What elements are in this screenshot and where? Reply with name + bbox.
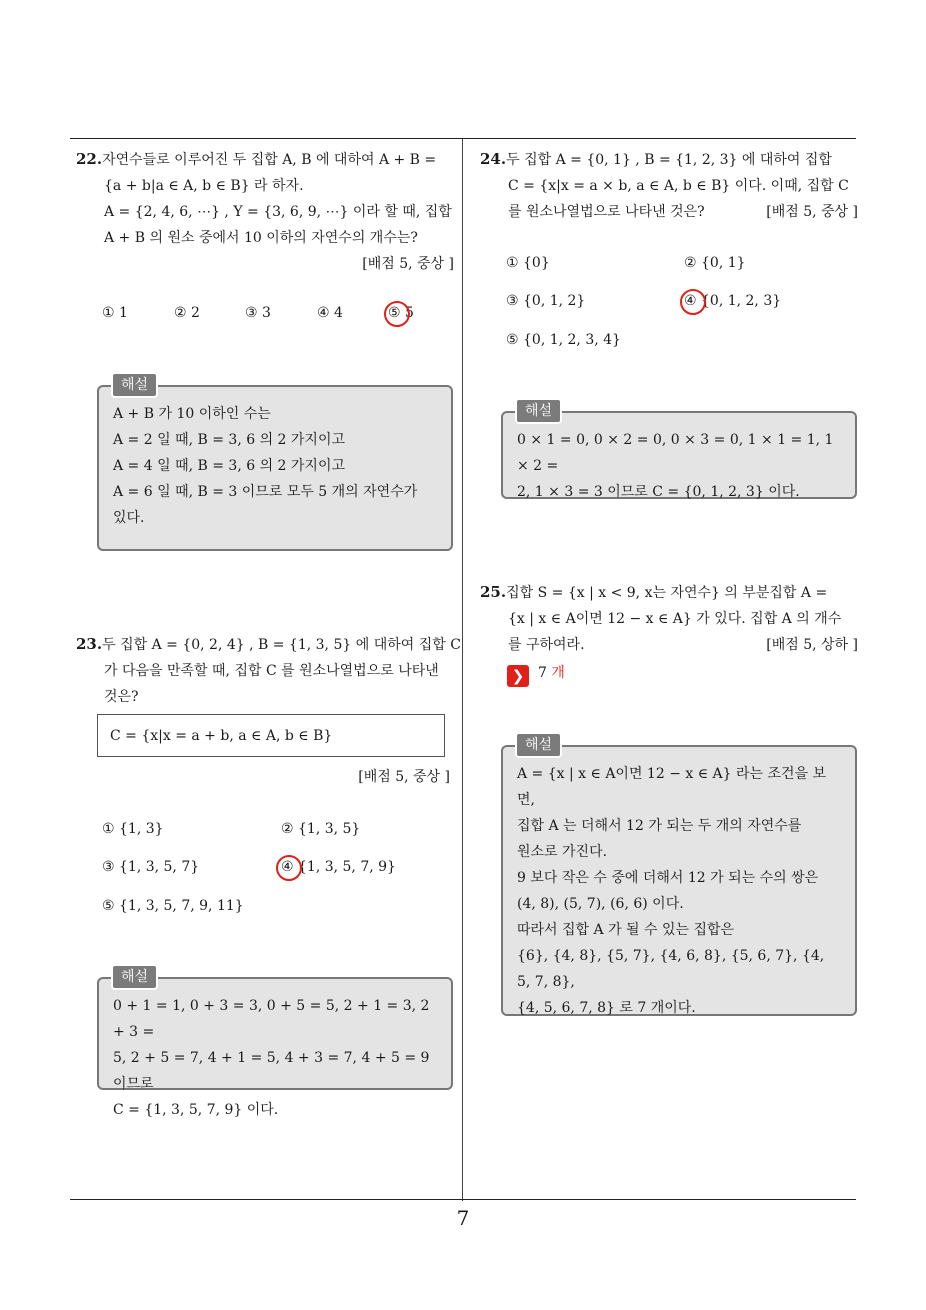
solution-line: 9 보다 작은 수 중에 더해서 12 가 되는 수의 쌍은 bbox=[517, 870, 819, 886]
solution-line: 면, bbox=[517, 792, 535, 808]
q22-choice-4[interactable]: ④ 4 bbox=[317, 305, 343, 321]
solution-line: A + B 가 10 이하인 수는 bbox=[113, 406, 271, 422]
q25-solution-box bbox=[501, 737, 857, 1016]
column-divider bbox=[462, 139, 463, 1201]
q23-solution-tag: 해설 bbox=[111, 964, 158, 990]
answer-arrow-icon: ❯ bbox=[507, 665, 529, 687]
question-24-line-1 bbox=[480, 146, 858, 173]
q23-choice-1[interactable]: ① {1, 3} bbox=[102, 821, 164, 837]
q22-solution-box bbox=[97, 377, 453, 551]
question-22-score: [배점 5, 중상 ] bbox=[362, 256, 454, 272]
q24-choice-2[interactable]: ② {0, 1} bbox=[684, 255, 746, 271]
solution-line: A = {x | x ∈ A이면 12 − x ∈ A} 라는 조건을 보 bbox=[517, 766, 827, 782]
q25-answer-unit: 개 bbox=[551, 665, 565, 681]
solution-line: C = {1, 3, 5, 7, 9} 이다. bbox=[113, 1102, 279, 1118]
q24-solution-tag: 해설 bbox=[515, 398, 562, 424]
question-25 bbox=[480, 579, 858, 658]
question-23-line-2: 가 다음을 만족할 때, 집합 C 를 원소나열법으로 나타낸 bbox=[104, 663, 439, 679]
question-23-line-3: 것은? bbox=[104, 689, 139, 705]
question-22-line-2: {a + b|a ∈ A, b ∈ B} 라 하자. bbox=[104, 178, 304, 194]
question-25-line-3 bbox=[480, 632, 858, 658]
q23-solution-box bbox=[97, 969, 453, 1118]
question-24-number: 24. bbox=[480, 150, 507, 168]
question-22-line-3: A = {2, 4, 6, ⋯} , Y = {3, 6, 9, ⋯} 이라 할 때, 집합 bbox=[104, 204, 452, 220]
solution-line: 5, 2 + 5 = 7, 4 + 1 = 5, 4 + 3 = 7, 4 + 5 = 9 이므로 bbox=[113, 1050, 430, 1092]
solution-line: 0 + 1 = 1, 0 + 3 = 3, 0 + 5 = 5, 2 + 1 = 3, 2 + 3 = bbox=[113, 998, 430, 1040]
question-23-line-1 bbox=[76, 631, 461, 658]
question-23-score: [배점 5, 중상 ] bbox=[358, 769, 450, 785]
solution-line: 집합 A 는 더해서 12 가 되는 두 개의 자연수를 bbox=[517, 818, 802, 834]
question-22-line-4: A + B 의 원소 중에서 10 이하의 자연수의 개수는? bbox=[104, 230, 418, 246]
question-24-line-3 bbox=[480, 199, 858, 225]
question-22-number: 22. bbox=[76, 150, 103, 168]
question-24-line-3-text: 를 원소나열법으로 나타낸 것은? bbox=[508, 204, 705, 220]
solution-line: {6}, {4, 8}, {5, 7}, {4, 6, 8}, {5, 6, 7}, {4, 5, 7, 8}, bbox=[517, 948, 825, 990]
question-23-text: 두 집합 A = {0, 2, 4} , B = {1, 3, 5} 에 대하여 집합 C bbox=[102, 637, 461, 653]
q23-choice-5[interactable]: ⑤ {1, 3, 5, 7, 9, 11} bbox=[102, 898, 244, 914]
question-23-number: 23. bbox=[76, 635, 103, 653]
q22-choice-2[interactable]: ② 2 bbox=[174, 305, 200, 321]
question-25-line-1 bbox=[480, 579, 858, 606]
solution-line: {4, 5, 6, 7, 8} 로 7 개이다. bbox=[517, 1000, 696, 1016]
solution-line: (4, 8), (5, 7), (6, 6) 이다. bbox=[517, 896, 684, 912]
q25-solution-tag: 해설 bbox=[515, 732, 562, 758]
q24-answer-mark-icon bbox=[680, 289, 706, 315]
top-rule bbox=[70, 138, 856, 139]
question-22-line-1 bbox=[76, 146, 454, 173]
question-25-number: 25. bbox=[480, 583, 507, 601]
q22-choice-3[interactable]: ③ 3 bbox=[245, 305, 271, 321]
solution-line: A = 2 일 때, B = 3, 6 의 2 가지이고 bbox=[113, 432, 346, 448]
q22-answer-mark-icon bbox=[384, 301, 410, 327]
q24-choice-3[interactable]: ③ {0, 1, 2} bbox=[506, 293, 586, 309]
solution-line: 0 × 1 = 0, 0 × 2 = 0, 0 × 3 = 0, 1 × 1 = 1, 1 × 2 = bbox=[517, 432, 834, 474]
solution-line: 2, 1 × 3 = 3 이므로 C = {0, 1, 2, 3} 이다. bbox=[517, 484, 800, 500]
question-22 bbox=[76, 146, 454, 277]
question-24-text: 두 집합 A = {0, 1} , B = {1, 2, 3} 에 대하여 집합 bbox=[506, 152, 832, 168]
solution-line: A = 4 일 때, B = 3, 6 의 2 가지이고 bbox=[113, 458, 346, 474]
q25-answer bbox=[538, 660, 565, 686]
q25-answer-number: 7 bbox=[538, 665, 547, 681]
question-25-text: 집합 S = {x | x < 9, x는 자연수} 의 부분집합 A = bbox=[506, 585, 828, 601]
q23-choice-4[interactable]: ④ {1, 3, 5, 7, 9} bbox=[281, 859, 396, 875]
q23-choice-2[interactable]: ② {1, 3, 5} bbox=[281, 821, 361, 837]
q22-choice-1[interactable]: ① 1 bbox=[102, 305, 128, 321]
q24-choice-1[interactable]: ① {0} bbox=[506, 255, 550, 271]
solution-line: 따라서 집합 A 가 될 수 있는 집합은 bbox=[517, 922, 735, 938]
q23-condition-box: C = {x|x = a + b, a ∈ A, b ∈ B} bbox=[97, 714, 445, 757]
question-23 bbox=[76, 631, 461, 710]
q23-choice-3[interactable]: ③ {1, 3, 5, 7} bbox=[102, 859, 200, 875]
bottom-rule bbox=[70, 1199, 856, 1200]
question-25-score: [배점 5, 상하 ] bbox=[766, 637, 858, 653]
question-24-line-2: C = {x|x = a × b, a ∈ A, b ∈ B} 이다. 이때, 집합 C bbox=[508, 178, 849, 194]
q23-answer-mark-icon bbox=[276, 855, 302, 881]
q22-choice-5[interactable]: ⑤ 5 bbox=[388, 305, 414, 321]
solution-line: A = 6 일 때, B = 3 이므로 모두 5 개의 자연수가 bbox=[113, 484, 418, 500]
q24-choice-5[interactable]: ⑤ {0, 1, 2, 3, 4} bbox=[506, 332, 621, 348]
q24-solution-box bbox=[501, 403, 857, 500]
question-25-line-2: {x | x ∈ A이면 12 − x ∈ A} 가 있다. 집합 A 의 개수 bbox=[508, 611, 842, 627]
question-24 bbox=[480, 146, 858, 225]
solution-line: 원소로 가진다. bbox=[517, 844, 608, 860]
question-24-score: [배점 5, 중상 ] bbox=[766, 204, 858, 220]
q22-solution-tag: 해설 bbox=[111, 372, 158, 398]
question-22-text: 자연수들로 이루어진 두 집합 A, B 에 대하여 A + B = bbox=[102, 152, 437, 168]
question-25-line-3-text: 를 구하여라. bbox=[508, 637, 585, 653]
q24-choice-4[interactable]: ④ {0, 1, 2, 3} bbox=[684, 293, 782, 309]
page-number: 7 bbox=[456, 1206, 470, 1230]
solution-line: 있다. bbox=[113, 510, 145, 526]
